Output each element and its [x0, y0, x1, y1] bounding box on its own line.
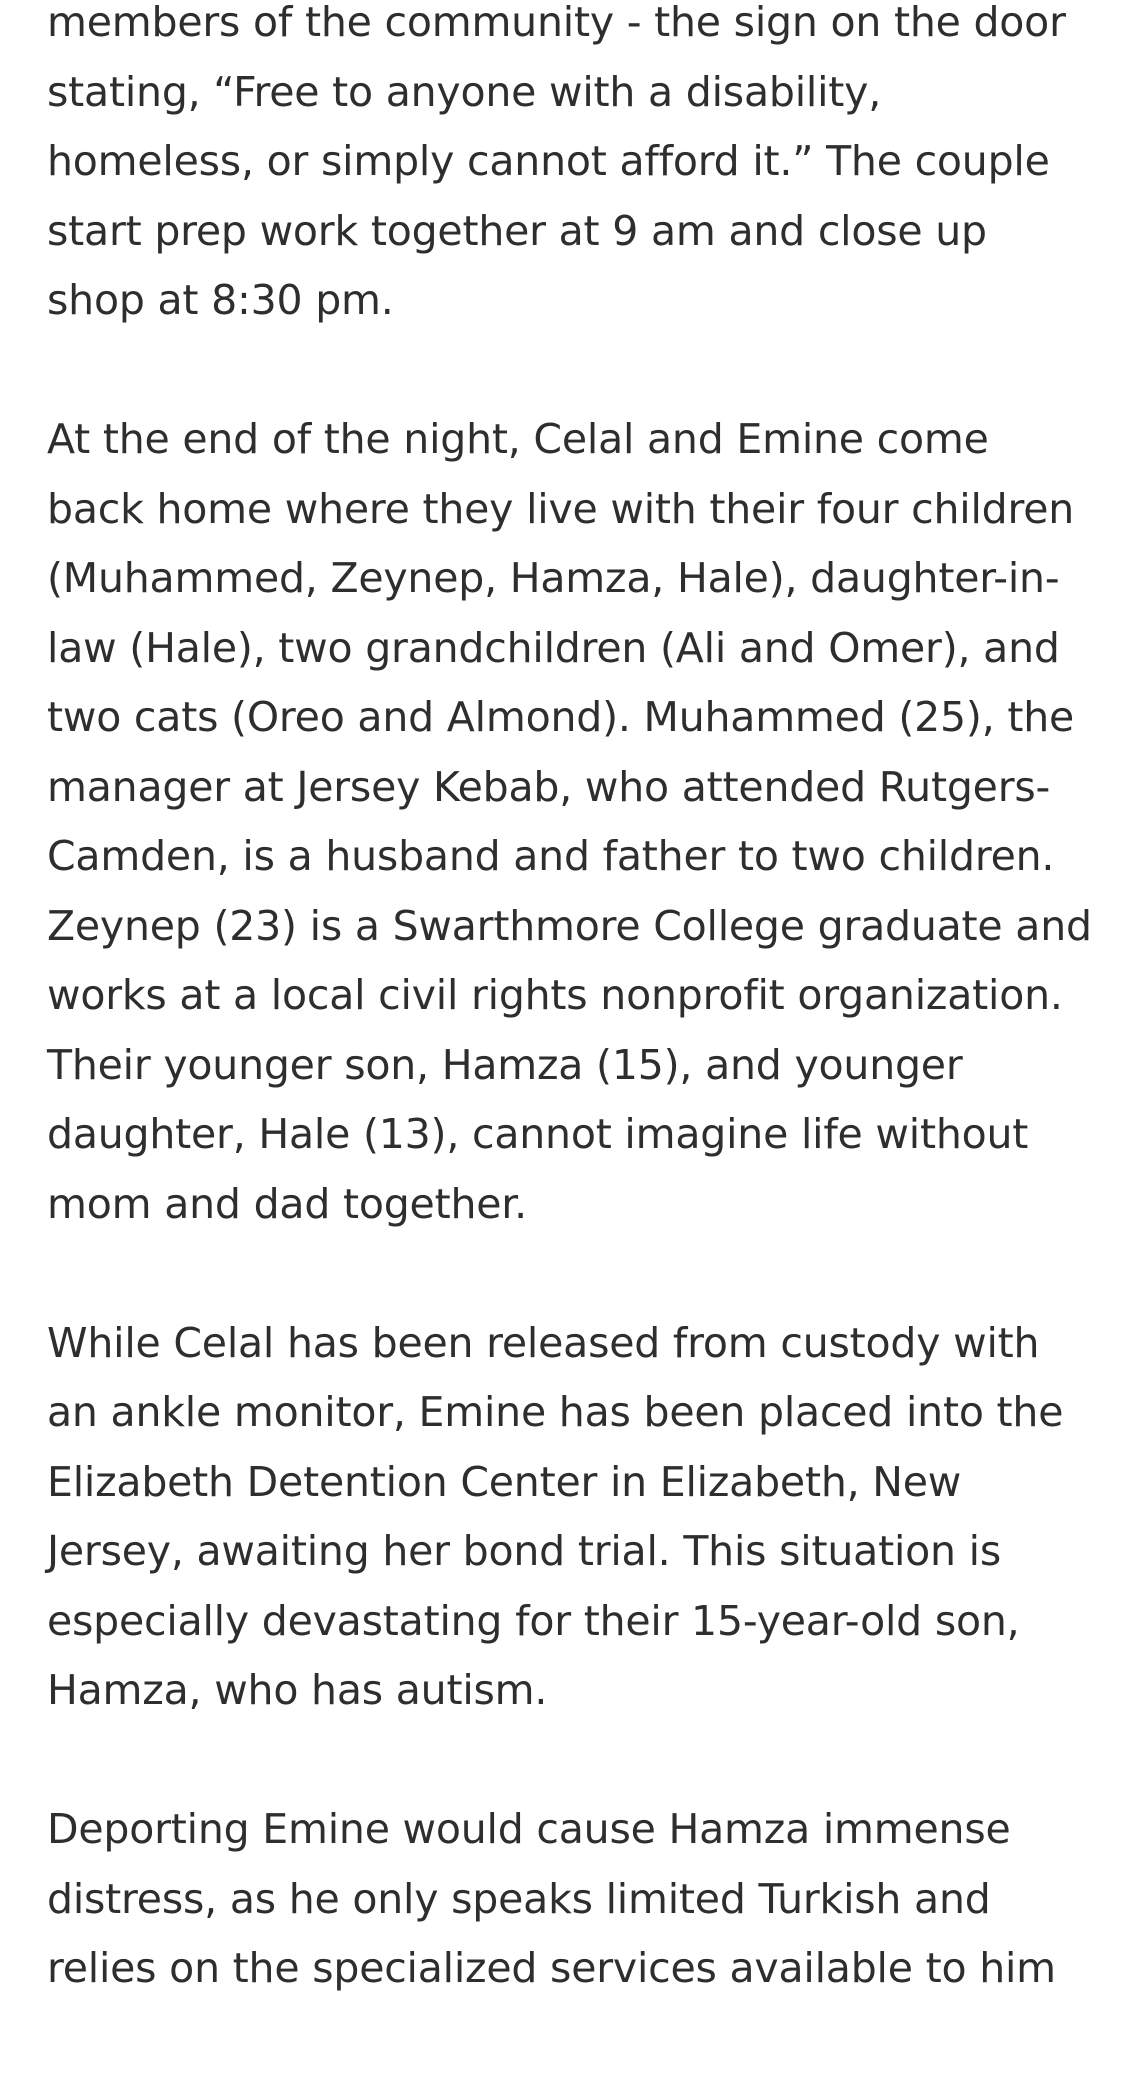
story-paragraph: While Celal has been released from custody with an ankle monitor, Emine has been placed into the Elizabeth Detention Center in Elizabeth, New Jersey, awaiting her bond trial. This situation is especially devastating for their 15-year-old son, Hamza, who has autism.	[47, 1318, 1064, 1714]
story-paragraph: At the end of the night, Celal and Emine come back home where they live with their four children (Muhammed, Zeynep, Hamza, Hale), daughter-in-law (Hale), two grandchildren (Ali and Omer), and two cats (Oreo and Almond). Muhammed (25), the manager at Jersey Kebab, who attended Rutgers-Camden, is a husband and father to two children. Zeynep (23) is a Swarthmore College graduate and works at a local civil rights nonprofit organization. Their younger son, Hamza (15), and younger daughter, Hale (13), cannot imagine life without mom and dad together.	[47, 415, 1092, 1228]
story-paragraph: members of the community - the sign on the door stating, “Free to anyone with a disability, homeless, or simply cannot afford it.” The couple start prep work together at 9 am and close up shop at 8:30 pm.	[47, 0, 1066, 324]
story-text	[47, 0, 1097, 2073]
story-paragraph: Deporting Emine would cause Hamza immense distress, as he only speaks limited Turkish and relies on the specialized services available to him	[47, 1805, 1056, 1992]
